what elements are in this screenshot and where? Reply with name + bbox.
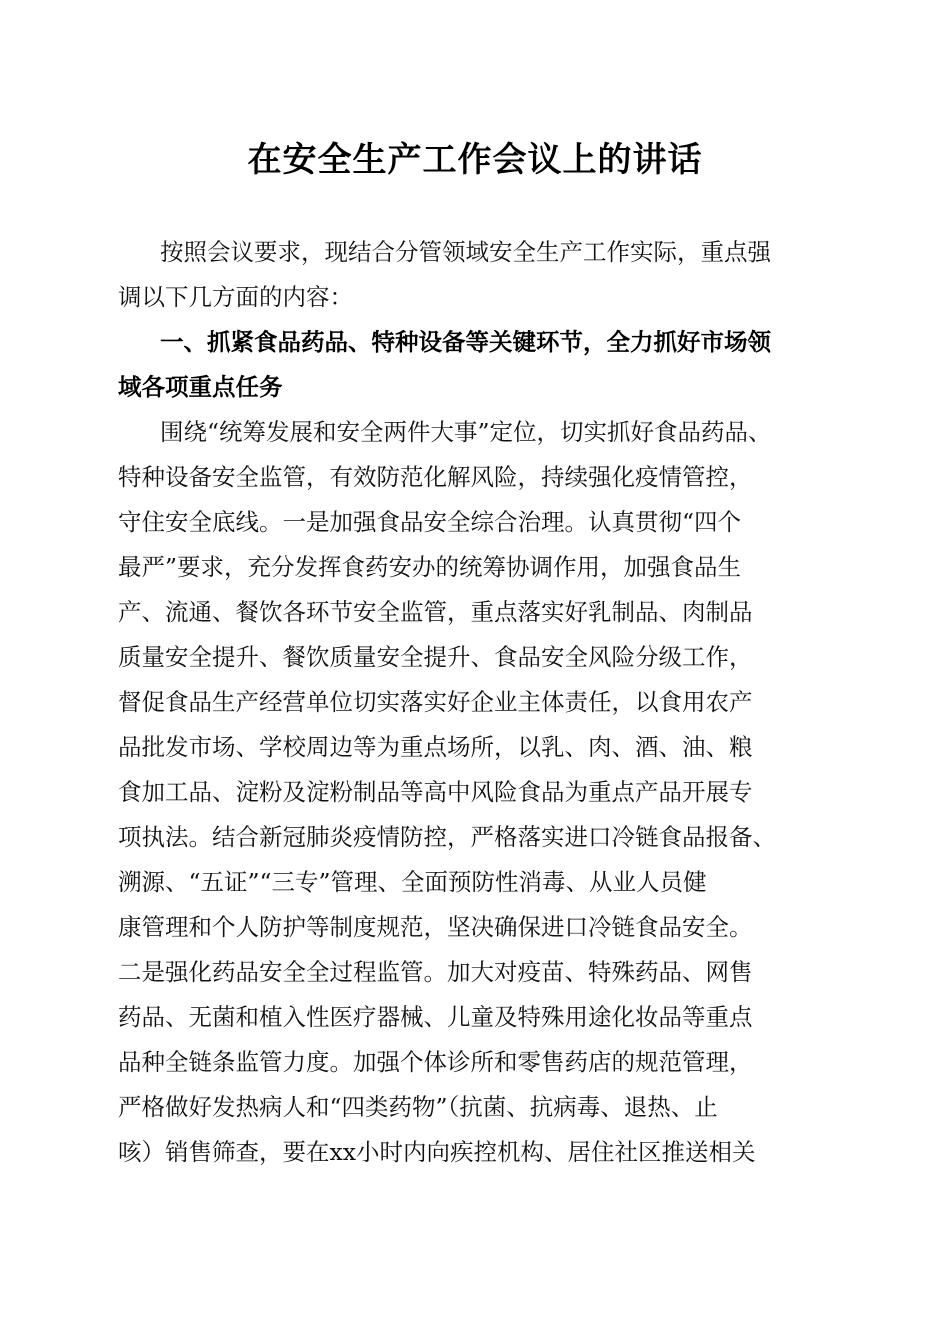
line-text: 康管理和个人防护等制度规范，坚决确保进口冷链食品安全。 <box>118 913 753 941</box>
text-line <box>0 905 950 950</box>
line-text: 咳）销售筛查，要在xx小时内向疾控机构、居住社区推送相关 <box>118 1138 756 1166</box>
line-text: 守住安全底线。一是加强食品安全综合治理。认真贯彻“四个 <box>118 508 742 536</box>
text-line <box>0 815 950 860</box>
section-heading-line <box>0 365 950 410</box>
text-line <box>0 410 950 455</box>
line-text: 食加工品、淀粉及淀粉制品等高中风险食品为重点产品开展专 <box>118 778 753 806</box>
line-text: 品批发市场、学校周边等为重点场所，以乳、肉、酒、油、粮 <box>118 733 753 761</box>
line-text: 督促食品生产经营单位切实落实好企业主体责任，以食用农产 <box>118 688 753 716</box>
text-line <box>0 725 950 770</box>
text-line <box>0 1040 950 1085</box>
section-heading-text: 域各项重点任务 <box>118 373 283 401</box>
line-text: 围绕“统筹发展和安全两件大事”定位，切实抓好食品药品、 <box>160 418 772 446</box>
text-line <box>0 545 950 590</box>
line-text: 品种全链条监管力度。加强个体诊所和零售药店的规范管理， <box>118 1048 753 1076</box>
document-title: 在安全生产工作会议上的讲话 <box>247 140 703 180</box>
line-text: 质量安全提升、餐饮质量安全提升、食品安全风险分级工作， <box>118 643 753 671</box>
text-line <box>0 500 950 545</box>
line-text: 药品、无菌和植入性医疗器械、儿童及特殊用途化妆品等重点 <box>118 1003 753 1031</box>
section-heading-text: 一、抓紧食品药品、特种设备等关键环节，全力抓好市场领 <box>160 328 771 356</box>
line-text: 按照会议要求，现结合分管领域安全生产工作实际，重点强 <box>160 238 771 266</box>
text-line <box>0 995 950 1040</box>
text-line <box>0 275 950 320</box>
line-text: 产、流通、餐饮各环节安全监管，重点落实好乳制品、肉制品 <box>118 598 753 626</box>
section-heading-line <box>0 320 950 365</box>
text-line <box>0 590 950 635</box>
text-line <box>0 860 950 905</box>
text-line <box>0 950 950 995</box>
line-text: 二是强化药品安全全过程监管。加大对疫苗、特殊药品、网售 <box>118 958 753 986</box>
line-text: 严格做好发热病人和“四类药物”（抗菌、抗病毒、退热、止 <box>118 1093 718 1121</box>
line-text: 最严”要求，充分发挥食药安办的统筹协调作用，加强食品生 <box>118 553 742 581</box>
text-line <box>0 455 950 500</box>
text-line <box>0 1130 950 1175</box>
text-line <box>0 770 950 815</box>
text-line <box>0 635 950 680</box>
line-text: 溯源、“五证”“三专”管理、全面预防性消毒、从业人员健 <box>118 868 707 896</box>
text-line <box>0 680 950 725</box>
text-line <box>0 1085 950 1130</box>
text-line <box>0 230 950 275</box>
line-text: 调以下几方面的内容： <box>118 283 353 311</box>
line-text: 项执法。结合新冠肺炎疫情防控，严格落实进口冷链食品报备、 <box>118 823 776 851</box>
line-text: 特种设备安全监管，有效防范化解风险，持续强化疫情管控， <box>118 463 753 491</box>
